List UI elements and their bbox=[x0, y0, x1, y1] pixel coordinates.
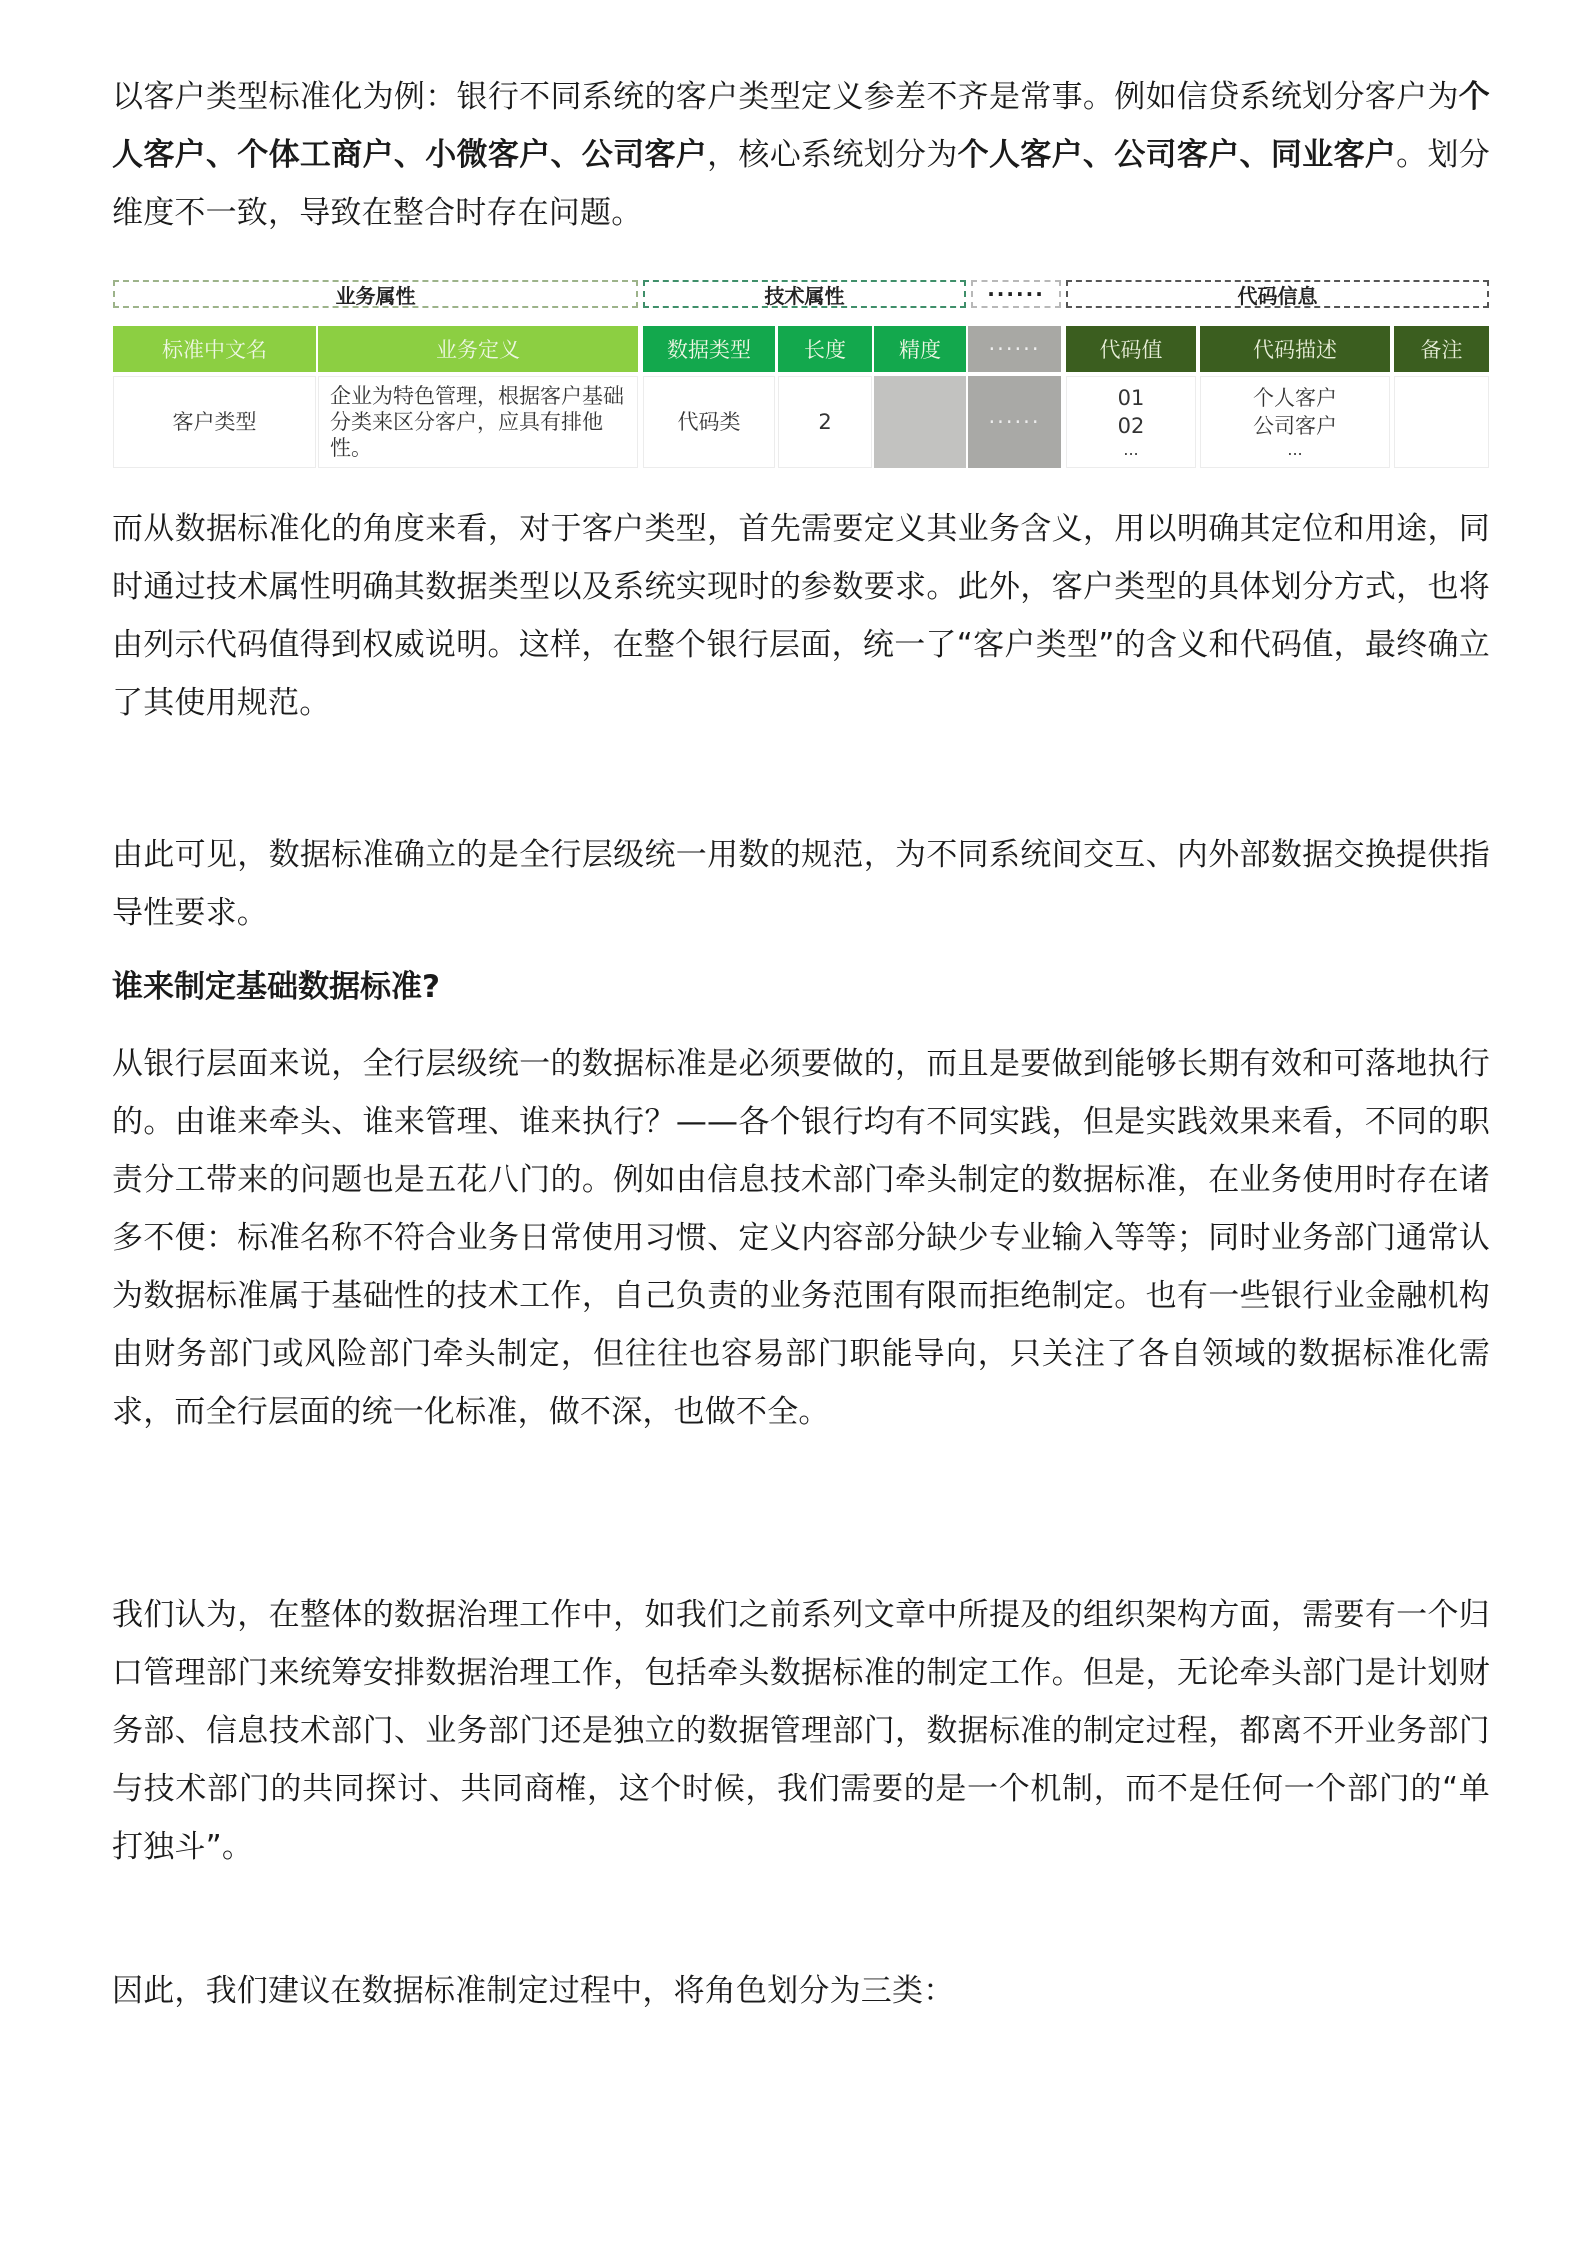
paragraph-customer-type-example bbox=[112, 68, 1490, 242]
p1-seg-4: 。划分维度不一致，导致在整合时存在问题。 bbox=[112, 137, 1490, 231]
cell-more: ······ bbox=[968, 376, 1061, 468]
paragraph-bank-practice: 从银行层面来说，全行层级统一的数据标准是必须要做的，而且是要做到能够长期有效和可落地执行的。由谁来牵头、谁来管理、谁来执行？——各个银行均有不同实践，但是实践效果来看，不同的职责分工带来的问题也是五花八门的。例如由信息技术部门牵头制定的数据标准，在业务使用时存在诸多不便：标准名称不符合业务日常使用习惯、定义内容部分缺少专业输入等等；同时业务部门通常认为数据标准属于基础性的技术工作，自己负责的业务范围有限而拒绝制定。也有一些银行业金融机构由财务部门或风险部门牵头制定，但往往也容易部门职能导向，只关注了各自领域的数据标准化需求，而全行层面的统一化标准，做不深，也做不全。 bbox=[112, 1046, 1490, 1430]
p1-seg-0: 以客户类型标准化为例：银行不同系统的客户类型定义参差不齐是常事。例如信贷系统划分客户为 bbox=[112, 79, 1459, 115]
data-standard-table-figure bbox=[113, 278, 1489, 472]
p1-seg-2: ，核心系统划分为 bbox=[707, 137, 958, 173]
code-desc-2: 公司客户 bbox=[1253, 414, 1337, 438]
header-more: ······ bbox=[968, 326, 1061, 372]
cell-length: 2 bbox=[778, 376, 872, 468]
header-precision: 精度 bbox=[874, 326, 966, 372]
cell-remark bbox=[1394, 376, 1489, 468]
code-value-1: 01 bbox=[1117, 386, 1145, 410]
group-code-info: 代码信息 bbox=[1066, 280, 1489, 308]
header-code-value: 代码值 bbox=[1066, 326, 1196, 372]
header-remark: 备注 bbox=[1394, 326, 1489, 372]
cell-biz-def bbox=[318, 376, 638, 468]
cell-std-name: 客户类型 bbox=[113, 376, 316, 468]
header-biz-def: 业务定义 bbox=[318, 326, 638, 372]
paragraph-role-division: 因此，我们建议在数据标准制定过程中，将角色划分为三类： bbox=[112, 1973, 955, 2009]
cell-code-descs bbox=[1200, 376, 1390, 468]
code-value-2: 02 bbox=[1117, 414, 1145, 438]
header-std-name: 标准中文名 bbox=[113, 326, 316, 372]
code-desc-1: 个人客户 bbox=[1253, 386, 1337, 410]
p1-seg-3-bold: 个人客户、公司客户、同业客户 bbox=[957, 137, 1397, 173]
paragraph-our-view: 我们认为，在整体的数据治理工作中，如我们之前系列文章中所提及的组织架构方面，需要有一个归口管理部门来统筹安排数据治理工作，包括牵头数据标准的制定工作。但是，无论牵头部门是计划财务部、信息技术部门、业务部门还是独立的数据管理部门，数据标准的制定过程，都离不开业务部门与技术部门的共同探讨、共同商榷，这个时候，我们需要的是一个机制，而不是任何一个部门的“单打独斗”。 bbox=[112, 1597, 1490, 1865]
header-length: 长度 bbox=[778, 326, 872, 372]
group-more: ······ bbox=[971, 280, 1061, 308]
cell-data-type: 代码类 bbox=[643, 376, 775, 468]
group-technical-attributes: 技术属性 bbox=[643, 280, 966, 308]
cell-biz-def-text: 企业为特色管理，根据客户基础分类来区分客户，应具有排他性。 bbox=[330, 384, 624, 460]
paragraph-conclusion: 由此可见，数据标准确立的是全行层级统一用数的规范，为不同系统间交互、内外部数据交换提供指导性要求。 bbox=[112, 837, 1490, 931]
group-business-attributes: 业务属性 bbox=[113, 280, 638, 308]
p1-seg-1-bold: 个人客户、个体工商户、小微客户、公司客户 bbox=[112, 79, 1490, 173]
cell-precision bbox=[874, 376, 966, 468]
cell-code-values bbox=[1066, 376, 1196, 468]
code-value-ellipsis: ... bbox=[1123, 440, 1139, 459]
header-code-desc: 代码描述 bbox=[1200, 326, 1390, 372]
code-desc-ellipsis: ... bbox=[1287, 440, 1303, 459]
section-heading: 谁来制定基础数据标准? bbox=[112, 969, 440, 1005]
header-data-type: 数据类型 bbox=[643, 326, 775, 372]
paragraph-standardization-view: 而从数据标准化的角度来看，对于客户类型，首先需要定义其业务含义，用以明确其定位和用途，同时通过技术属性明确其数据类型以及系统实现时的参数要求。此外，客户类型的具体划分方式，也将由列示代码值得到权威说明。这样，在整个银行层面，统一了“客户类型”的含义和代码值，最终确立了其使用规范。 bbox=[112, 511, 1490, 721]
